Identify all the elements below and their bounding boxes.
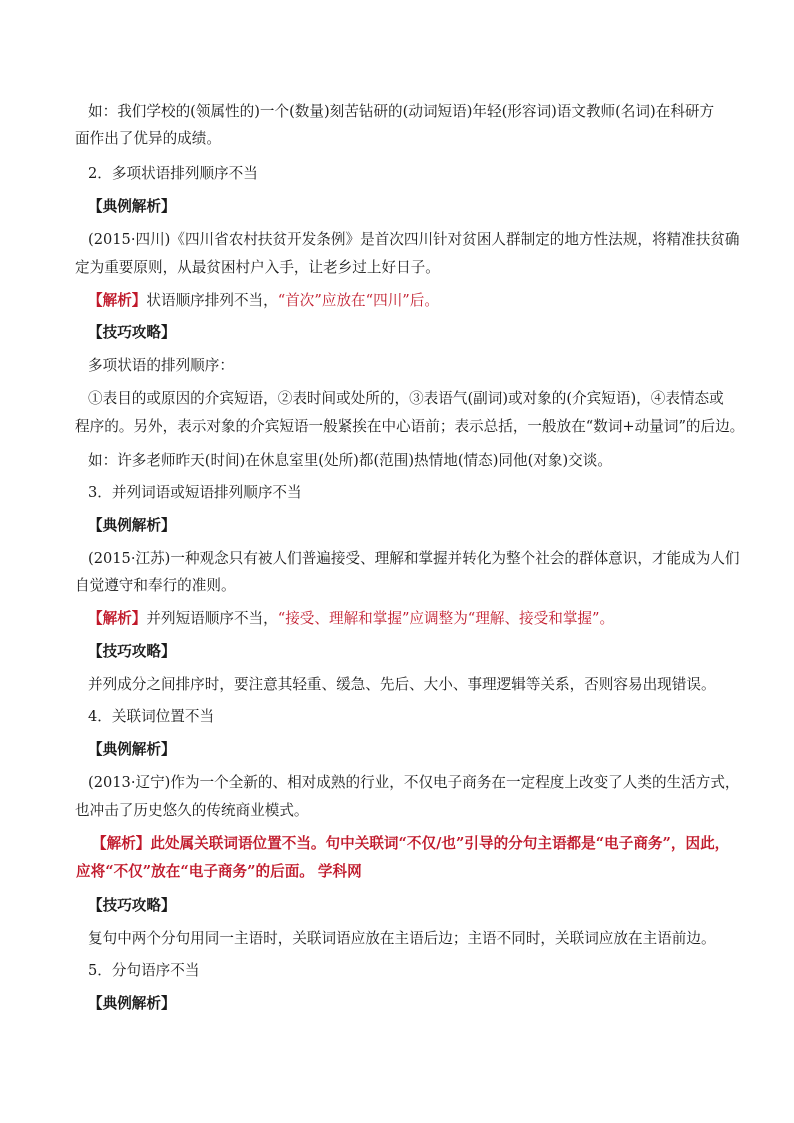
- analysis-label: 【解析】: [92, 835, 151, 852]
- analysis-line: [88, 291, 439, 311]
- example-label: 【典例解析】: [88, 517, 176, 534]
- example-line: 定为重要原则，从最贫困村户入手，让老乡过上好日子。: [75, 259, 440, 276]
- section-heading: 3．并列词语或短语排列顺序不当: [88, 484, 302, 501]
- example-line: (2013·辽宁)作为一个全新的、相对成熟的行业，不仅电子商务在一定程度上改变了人类的生活方式，: [88, 774, 740, 791]
- analysis-line: [76, 862, 362, 882]
- analysis-text: 状语顺序排列不当，: [146, 292, 278, 309]
- analysis-line: [88, 609, 614, 629]
- example-label: 【典例解析】: [88, 995, 176, 1012]
- analysis-highlight: “首次”应放在“四川”后。: [277, 292, 439, 309]
- analysis-text: 并列短语顺序不当，: [146, 610, 278, 627]
- example-label: 【典例解析】: [88, 198, 176, 215]
- tips-label: 【技巧攻略】: [88, 324, 176, 341]
- example-line: (2015·四川)《四川省农村扶贫开发条例》是首次四川针对贫困人群制定的地方性法规，将精准扶贫确: [88, 231, 740, 248]
- tips-line: 程序的。另外，表示对象的介宾短语一般紧挨在中心语前；表示总括，一般放在“数词+动量词”的后边。: [75, 418, 745, 435]
- example-line: 也冲击了历史悠久的传统商业模式。: [75, 802, 309, 819]
- tips-line: 多项状语的排列顺序：: [88, 357, 234, 374]
- tips-line: 如：许多老师昨天(时间)在休息室里(处所)都(范围)热情地(情态)同他(对象)交谈。: [88, 452, 612, 469]
- analysis-text: 应将“不仅”放在“电子商务”的后面。: [76, 863, 314, 880]
- tips-line: ①表目的或原因的介宾短语，②表时间或处所的，③表语气(副词)或对象的(介宾短语)，④表情态或: [88, 390, 724, 407]
- watermark-text: 学科网: [317, 863, 362, 880]
- section-heading: 5．分句语序不当: [88, 962, 200, 979]
- analysis-label: 【解析】: [88, 292, 147, 309]
- tips-line: 复句中两个分句用同一主语时，关联词语应放在主语后边；主语不同时，关联词应放在主语前边。: [88, 930, 716, 947]
- paragraph-line: 面作出了优异的成绩。: [75, 130, 221, 147]
- analysis-highlight: “接受、理解和掌握”应调整为“理解、接受和掌握”。: [277, 610, 615, 627]
- section-heading: 4．关联词位置不当: [88, 708, 215, 725]
- tips-label: 【技巧攻略】: [88, 643, 176, 660]
- analysis-line: [92, 834, 729, 854]
- analysis-text: 此处属关联词语位置不当。句中关联词“不仅/也”引导的分句主语都是“电子商务”，因此，: [150, 835, 730, 852]
- analysis-label: 【解析】: [88, 610, 147, 627]
- example-label: 【典例解析】: [88, 741, 176, 758]
- tips-line: 并列成分之间排序时，要注意其轻重、缓急、先后、大小、事理逻辑等关系，否则容易出现错误。: [88, 676, 716, 693]
- paragraph-line: 如：我们学校的(领属性的)一个(数量)刻苦钻研的(动词短语)年轻(形容词)语文教师(名词)在科研方: [88, 103, 715, 120]
- tips-label: 【技巧攻略】: [88, 897, 176, 914]
- section-heading: 2．多项状语排列顺序不当: [88, 165, 258, 182]
- example-line: (2015·江苏)一种观念只有被人们普遍接受、理解和掌握并转化为整个社会的群体意识，才能成为人们: [88, 550, 740, 567]
- example-line: 自觉遵守和奉行的准则。: [75, 577, 236, 594]
